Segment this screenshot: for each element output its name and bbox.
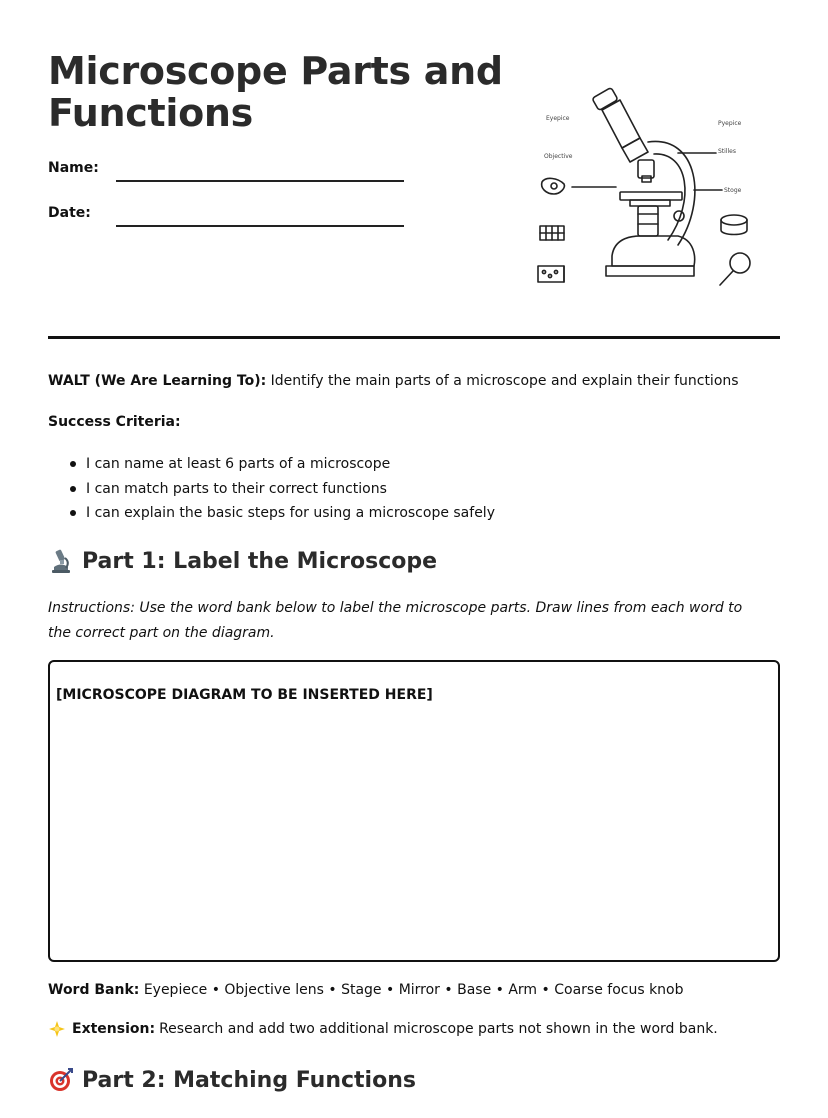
list-item: I can match parts to their correct functions — [48, 477, 495, 502]
part1-title: Part 1: Label the Microscope — [82, 548, 438, 574]
illus-label-objective: Objective — [544, 153, 573, 160]
extension-note — [48, 1020, 718, 1038]
microscope-icon — [48, 548, 74, 574]
bullet-icon — [70, 461, 76, 467]
illus-label-stage: Stoge — [724, 187, 742, 194]
word-bank — [48, 982, 684, 998]
name-field[interactable] — [116, 180, 404, 182]
illus-label-eyepiece: Eyepice — [546, 115, 570, 122]
header-divider — [48, 336, 780, 339]
walt-label: WALT (We Are Learning To): — [48, 373, 267, 389]
microscope-illustration — [528, 80, 768, 295]
star-icon — [48, 1020, 66, 1038]
part2-title: Part 2: Matching Functions — [82, 1067, 416, 1093]
illus-label-eyepiece-right: Pyepice — [718, 120, 742, 127]
success-criteria-list — [48, 452, 495, 526]
date-label: Date: — [48, 205, 91, 221]
extension-label: Extension: — [72, 1021, 156, 1037]
word-bank-label: Word Bank: — [48, 982, 140, 998]
list-item: I can name at least 6 parts of a microscope — [48, 452, 495, 477]
bullet-icon — [70, 486, 76, 492]
date-field[interactable] — [116, 225, 404, 227]
part1-instructions: Instructions: Use the word bank below to label the microscope parts. Draw lines from each word to the correct part on the diagram. — [48, 600, 743, 641]
walt-text: Identify the main parts of a microscope and explain their functions — [270, 373, 739, 389]
bullet-icon — [70, 510, 76, 516]
list-item: I can explain the basic steps for using a microscope safely — [48, 501, 495, 526]
page-title: Microscope Parts and Functions — [48, 49, 503, 135]
word-bank-words: Eyepiece • Objective lens • Stage • Mirror • Base • Arm • Coarse focus knob — [143, 982, 684, 998]
diagram-placeholder-text: [MICROSCOPE DIAGRAM TO BE INSERTED HERE] — [56, 687, 433, 703]
diagram-placeholder-box — [48, 660, 780, 962]
success-criteria-title: Success Criteria: — [48, 414, 181, 430]
illus-label-stilles: Stilles — [718, 148, 736, 155]
part2-heading — [48, 1067, 416, 1093]
walt-statement — [48, 373, 739, 389]
target-icon — [48, 1067, 74, 1093]
part1-heading — [48, 548, 437, 574]
extension-text: Research and add two additional microscope parts not shown in the word bank. — [159, 1021, 718, 1037]
name-label: Name: — [48, 160, 99, 176]
